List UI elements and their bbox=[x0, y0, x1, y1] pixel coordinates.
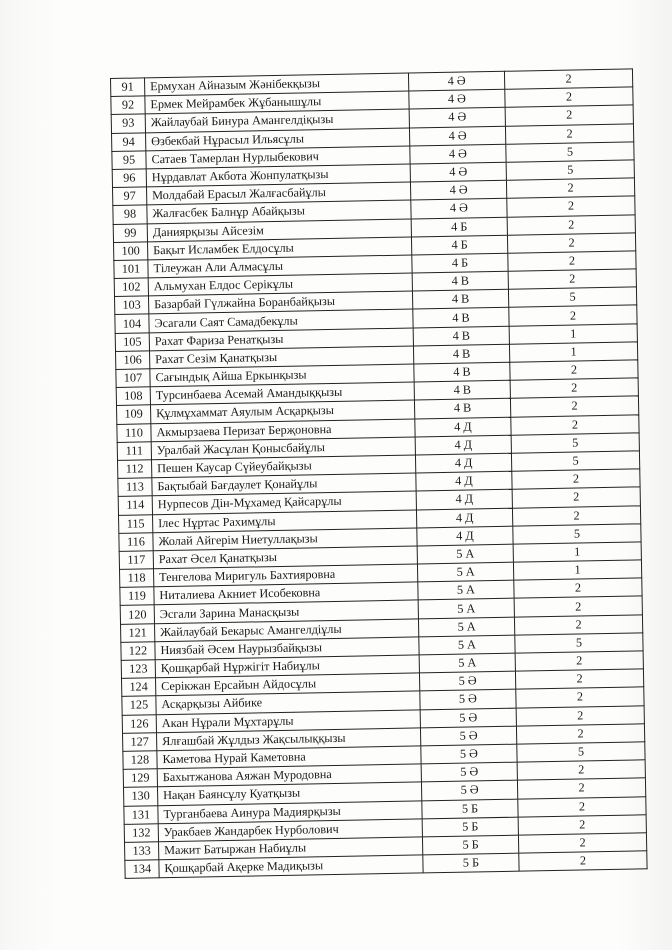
student-name: Асқарқызы Айбике bbox=[156, 691, 420, 714]
student-name: Нақан Баянсұлу Куатқызы bbox=[158, 782, 422, 805]
class-label: 4 Д bbox=[415, 417, 511, 437]
student-name: Ниязбай Әсем Наурызбайқызы bbox=[155, 637, 419, 660]
grade-value: 2 bbox=[516, 705, 644, 726]
row-number: 126 bbox=[122, 714, 156, 733]
row-number: 119 bbox=[120, 587, 154, 606]
grade-value: 2 bbox=[504, 69, 632, 90]
row-number: 95 bbox=[112, 151, 146, 170]
grade-value: 2 bbox=[514, 596, 642, 617]
row-number: 122 bbox=[121, 642, 155, 661]
row-number: 112 bbox=[118, 460, 152, 479]
grade-value: 1 bbox=[509, 342, 637, 363]
student-name: Ермек Мейрамбек Жұбанышұлы bbox=[145, 91, 409, 114]
row-number: 98 bbox=[113, 205, 147, 224]
row-number: 127 bbox=[123, 733, 157, 752]
class-label: 4 В bbox=[412, 271, 508, 291]
row-number: 103 bbox=[115, 296, 149, 315]
student-name: Базарбай Гүлжайна Боранбайқызы bbox=[149, 291, 413, 314]
student-name: Рахат Фариза Ренатқызы bbox=[149, 328, 413, 351]
grade-value: 2 bbox=[508, 251, 636, 272]
class-label: 5 Б bbox=[422, 799, 518, 819]
class-label: 4 В bbox=[414, 362, 510, 382]
grade-value: 2 bbox=[517, 778, 645, 799]
student-name: Сағындық Айша Еркынқызы bbox=[150, 364, 414, 387]
grade-value: 2 bbox=[510, 360, 638, 381]
student-grades-table bbox=[110, 68, 648, 879]
student-name: Қошқарбай Ақерке Мадиқызы bbox=[159, 855, 423, 878]
grade-value: 2 bbox=[505, 123, 633, 144]
class-label: 4 Б bbox=[411, 235, 507, 255]
grade-value: 2 bbox=[505, 105, 633, 126]
student-name: Ілес Нұртас Рахимұлы bbox=[153, 509, 417, 532]
student-name: Даниярқызы Айсезім bbox=[147, 219, 411, 242]
class-label: 5 Ә bbox=[420, 690, 516, 710]
class-label: 4 Ә bbox=[410, 180, 506, 200]
student-name: Ермухан Айназым Жәнібекқызы bbox=[145, 73, 409, 96]
row-number: 102 bbox=[114, 278, 148, 297]
grade-value: 2 bbox=[507, 214, 635, 235]
class-label: 4 Д bbox=[416, 471, 512, 491]
class-label: 5 А bbox=[417, 562, 513, 582]
row-number: 120 bbox=[120, 605, 154, 624]
grade-value: 2 bbox=[512, 487, 640, 508]
row-number: 130 bbox=[124, 787, 158, 806]
student-name: Альмухан Елдос Серікұлы bbox=[148, 273, 412, 296]
grade-value: 2 bbox=[514, 578, 642, 599]
grade-value: 2 bbox=[510, 396, 638, 417]
class-label: 4 Д bbox=[415, 453, 511, 473]
class-label: 4 Д bbox=[417, 526, 513, 546]
grade-value: 5 bbox=[515, 633, 643, 654]
row-number: 106 bbox=[116, 351, 150, 370]
grade-value: 2 bbox=[505, 87, 633, 108]
class-label: 4 Ә bbox=[411, 199, 507, 219]
row-number: 99 bbox=[113, 223, 147, 242]
row-number: 123 bbox=[121, 660, 155, 679]
grade-value: 1 bbox=[513, 542, 641, 563]
grade-value: 2 bbox=[517, 760, 645, 781]
class-label: 4 Ә bbox=[409, 89, 505, 109]
class-label: 4 Ә bbox=[410, 144, 506, 164]
grade-value: 2 bbox=[519, 851, 647, 872]
class-label: 4 В bbox=[414, 380, 510, 400]
class-label: 5 А bbox=[419, 635, 515, 655]
row-number: 91 bbox=[111, 78, 145, 97]
student-name: Қошқарбай Нұржігіт Набиұлы bbox=[155, 655, 419, 678]
student-name: Бақыт Исламбек Елдосұлы bbox=[148, 237, 412, 260]
student-name: Бақтыбай Бағдаулет Қонайұлы bbox=[152, 473, 416, 496]
row-number: 116 bbox=[119, 532, 153, 551]
grade-value: 2 bbox=[515, 651, 643, 672]
student-name: Ниталиева Акниет Исобековна bbox=[154, 582, 418, 605]
grade-value: 2 bbox=[508, 269, 636, 290]
class-label: 5 А bbox=[419, 653, 515, 673]
grade-value: 2 bbox=[516, 724, 644, 745]
class-label: 4 В bbox=[413, 326, 509, 346]
row-number: 100 bbox=[114, 242, 148, 261]
student-name: Молдабай Ерасыл Жалғасбайұлы bbox=[147, 182, 411, 205]
row-number: 113 bbox=[118, 478, 152, 497]
grade-value: 5 bbox=[513, 524, 641, 545]
student-name: Пешен Каусар Сүйеубайқызы bbox=[152, 455, 416, 478]
grade-value: 2 bbox=[507, 196, 635, 217]
row-number: 92 bbox=[111, 96, 145, 115]
class-label: 4 В bbox=[412, 289, 508, 309]
student-name: Эсагали Саят Самадбекұлы bbox=[149, 309, 413, 332]
grade-value: 2 bbox=[518, 833, 646, 854]
class-label: 5 Ә bbox=[421, 744, 517, 764]
class-label: 5 Б bbox=[422, 835, 518, 855]
row-number: 105 bbox=[115, 332, 149, 351]
student-name: Каметова Нурай Каметовна bbox=[157, 746, 421, 769]
row-number: 94 bbox=[112, 132, 146, 151]
student-name: Эсгали Зарина Манасқызы bbox=[154, 600, 418, 623]
row-number: 131 bbox=[124, 805, 158, 824]
row-number: 96 bbox=[112, 169, 146, 188]
grade-value: 5 bbox=[511, 433, 639, 454]
student-name: Нурпесов Дін-Мұхамед Қайсарұлы bbox=[152, 491, 416, 514]
class-label: 5 Ә bbox=[421, 762, 517, 782]
grade-value: 2 bbox=[509, 305, 637, 326]
class-label: 4 Д bbox=[416, 508, 512, 528]
grade-value: 2 bbox=[512, 505, 640, 526]
grade-value: 2 bbox=[512, 469, 640, 490]
class-label: 4 Б bbox=[412, 253, 508, 273]
row-number: 132 bbox=[124, 823, 158, 842]
student-name: Рахат Әсел Қанатқызы bbox=[153, 546, 417, 569]
student-name: Жолай Айгерім Ниетуллақызы bbox=[153, 528, 417, 551]
student-name: Рахат Сезім Қанатқызы bbox=[150, 346, 414, 369]
row-number: 109 bbox=[117, 405, 151, 424]
student-name: Тілеужан Али Алмасұлы bbox=[148, 255, 412, 278]
class-label: 4 Ә bbox=[409, 108, 505, 128]
class-label: 4 Д bbox=[416, 490, 512, 510]
grade-value: 2 bbox=[518, 796, 646, 817]
row-number: 129 bbox=[123, 769, 157, 788]
row-number: 97 bbox=[113, 187, 147, 206]
class-label: 5 Ә bbox=[419, 671, 515, 691]
grade-value: 2 bbox=[514, 614, 642, 635]
row-number: 111 bbox=[117, 442, 151, 461]
row-number: 128 bbox=[123, 751, 157, 770]
grade-value: 1 bbox=[513, 560, 641, 581]
table-body bbox=[111, 69, 648, 879]
grade-value: 2 bbox=[511, 414, 639, 435]
grade-value: 5 bbox=[506, 160, 634, 181]
class-label: 4 Ә bbox=[410, 162, 506, 182]
student-name: Тенгелова Миригуль Бахтияровна bbox=[154, 564, 418, 587]
row-number: 110 bbox=[117, 423, 151, 442]
student-name: Жалғасбек Балнұр Абайқызы bbox=[147, 200, 411, 223]
grade-value: 5 bbox=[517, 742, 645, 763]
grade-value: 2 bbox=[506, 178, 634, 199]
class-label: 4 Ә bbox=[409, 126, 505, 146]
class-label: 4 Б bbox=[411, 217, 507, 237]
class-label: 5 А bbox=[417, 544, 513, 564]
student-name: Турганбаева Аинура Мадиярқызы bbox=[158, 800, 422, 823]
student-name: Өзбекбай Нұрасыл Ильясұлы bbox=[146, 128, 410, 151]
student-name: Акан Нұрали Мұхтарұлы bbox=[156, 709, 420, 732]
grade-value: 2 bbox=[516, 687, 644, 708]
class-label: 4 Д bbox=[415, 435, 511, 455]
student-name: Құлмұхаммат Аяулым Асқарқызы bbox=[151, 400, 415, 423]
row-number: 108 bbox=[116, 387, 150, 406]
class-label: 5 А bbox=[418, 617, 514, 637]
row-number: 93 bbox=[111, 114, 145, 133]
row-number: 133 bbox=[125, 842, 159, 861]
grade-value: 1 bbox=[509, 324, 637, 345]
class-label: 5 Ә bbox=[421, 780, 517, 800]
student-name: Мажит Батыржан Набиұлы bbox=[159, 837, 423, 860]
row-number: 134 bbox=[125, 860, 159, 879]
class-label: 5 Б bbox=[423, 853, 519, 873]
class-label: 5 А bbox=[418, 599, 514, 619]
class-label: 4 В bbox=[413, 344, 509, 364]
class-label: 4 В bbox=[414, 399, 510, 419]
row-number: 121 bbox=[121, 623, 155, 642]
class-label: 5 А bbox=[418, 580, 514, 600]
row-number: 125 bbox=[122, 696, 156, 715]
student-name: Нұрдавлат Акбота Жонпулатқызы bbox=[146, 164, 410, 187]
row-number: 104 bbox=[115, 314, 149, 333]
student-name: Уралбай Жасұлан Қонысбайұлы bbox=[151, 437, 415, 460]
student-name: Уракбаев Жандарбек Нурболович bbox=[158, 819, 422, 842]
row-number: 118 bbox=[120, 569, 154, 588]
student-name: Серікжан Ерсайын Айдосұлы bbox=[156, 673, 420, 696]
class-label: 5 Ә bbox=[420, 726, 516, 746]
student-name: Акмырзаева Перизат Берҗоновна bbox=[151, 419, 415, 442]
student-name: Бахытжанова Аяжан Муродовна bbox=[157, 764, 421, 787]
row-number: 124 bbox=[122, 678, 156, 697]
row-number: 101 bbox=[114, 260, 148, 279]
student-name: Турсинбаева Асемай Амандыққызы bbox=[150, 382, 414, 405]
class-label: 5 Ә bbox=[420, 708, 516, 728]
grade-value: 2 bbox=[510, 378, 638, 399]
student-name: Ялғашбай Жұлдыз Жақсылыққызы bbox=[157, 728, 421, 751]
grade-value: 2 bbox=[515, 669, 643, 690]
class-label: 5 Б bbox=[422, 817, 518, 837]
row-number: 114 bbox=[118, 496, 152, 515]
row-number: 117 bbox=[119, 551, 153, 570]
class-label: 4 Ә bbox=[408, 71, 504, 91]
grade-value: 5 bbox=[511, 451, 639, 472]
student-name: Жайлаубай Бекарыс Амангелдіұлы bbox=[155, 619, 419, 642]
row-number: 107 bbox=[116, 369, 150, 388]
student-name: Сатаев Тамерлан Нурлыбекович bbox=[146, 146, 410, 169]
roster-sheet bbox=[110, 68, 647, 897]
student-name: Жайлаубай Бинура Амангелдіқызы bbox=[145, 109, 409, 132]
row-number: 115 bbox=[119, 514, 153, 533]
grade-value: 5 bbox=[506, 142, 634, 163]
class-label: 4 В bbox=[413, 308, 509, 328]
grade-value: 2 bbox=[518, 814, 646, 835]
grade-value: 2 bbox=[507, 233, 635, 254]
grade-value: 5 bbox=[508, 287, 636, 308]
